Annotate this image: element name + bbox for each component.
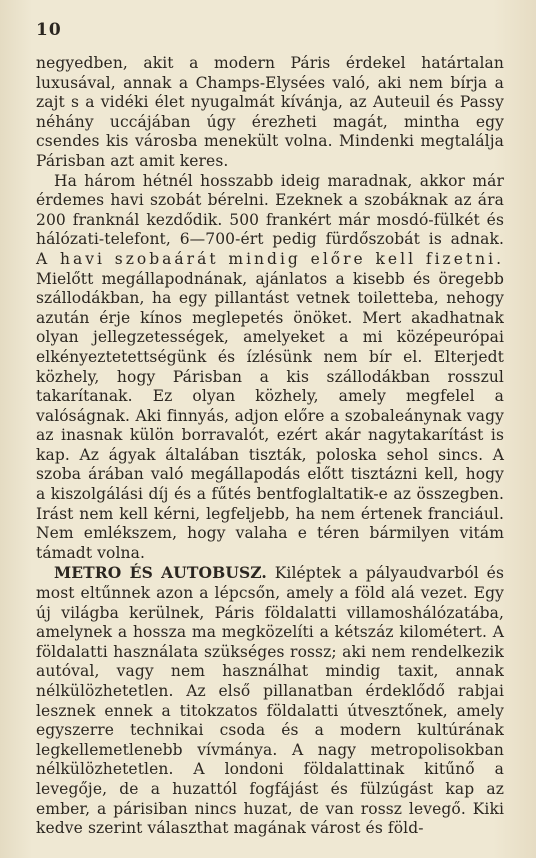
paragraph-2-before: Ha három hétnél hosszabb ideig maradnak, akkor már érdemes havi szobát bérelni. Ezeknek a szobáknak az ára 200 franknál kezdődik. 500 frankért már mosdó-fülkét és hálózati-telefont, 6—700-ért pedig fürdőszobát is adnak. [36, 171, 504, 249]
paragraph-1-text: negyedben, akit a modern Páris érdekel határtalan luxusával, annak a Champs-Elysées való, aki nem bírja a zajt s a vidéki élet nyugalmát kívánja, az Auteuil és Passy néhány uccájában úgy érezheti magát, mintha egy csendes kis városba menekült volna. Mindenki megtalálja Párisban azt amit keres. [36, 54, 504, 170]
body-text [36, 54, 504, 839]
paragraph-3-text: Kiléptek a pályaudvarból és most eltűnnek azon a lépcsőn, amely a föld alá vezet. Egy új világba kerülnek, Páris földalatti villamoshálózatába, amelynek a hossza ma megközelíti a kétszáz kilométert. A földalatti használata szükséges rossz; aki nem rendelkezik autóval, vagy nem használhat mindig taxit, annak nélkülözhetetlen. Az első pillanatban érdeklődő rabjai lesznek ennek a titokzatos földalatti útvesztőnek, amely egyszerre technikai csoda és a modern kultúrának legkellemetlenebb vívmánya. A nagy metropolisokban nélkülözhetetlen. A londoni földalattinak kitűnő a levegője, de a huzattól fogfájást és fülzúgást kap az ember, a párisiban nincs huzat, de van rossz levegő. Kiki kedve szerint választhat magának várost és föld- [36, 564, 504, 838]
paragraph-2 [36, 172, 504, 564]
paragraph-2-after: Mielőtt megállapodnának, ajánlatos a kisebb és öregebb szállodákban, ha egy pillantást vetnek toiletteba, nehogy azután érje kínos meglepetés önöket. Mert akadhatnak olyan jellegzetességek, amelyeket a mi középeurópai elkényeztetettségünk és ízlésünk nem bír el. Elterjedt közhely, hogy Párisban a kis szállodákban rosszul takarítanak. Ez olyan közhely, amely megfelel a valóságnak. Aki finnyás, adjon előre a szobaleánynak vagy az inasnak külön borravalót, ezért akár nagytakarítást is kap. Az ágyak általában tiszták, poloska sehol sincs. A szoba árában való megállapodás előtt tisztázni kell, hogy a kiszolgálási díj és a fűtés bentfoglaltatik-e az összegben. Irást nem kell kérni, legfeljebb, ha nem értenek franciául. Nem emlékszem, hogy valaha e téren bármilyen vitám támadt volna. [36, 269, 504, 562]
paragraph-2-spaced-emphasis: A havi szobaárát mindig előre kell fizetni. [36, 249, 504, 268]
paragraph-3 [36, 563, 504, 838]
page-number: 10 [36, 20, 62, 40]
section-heading-metro-autobusz: METRO ÉS AUTOBUSZ. [54, 563, 267, 583]
paragraph-1 [36, 54, 504, 172]
